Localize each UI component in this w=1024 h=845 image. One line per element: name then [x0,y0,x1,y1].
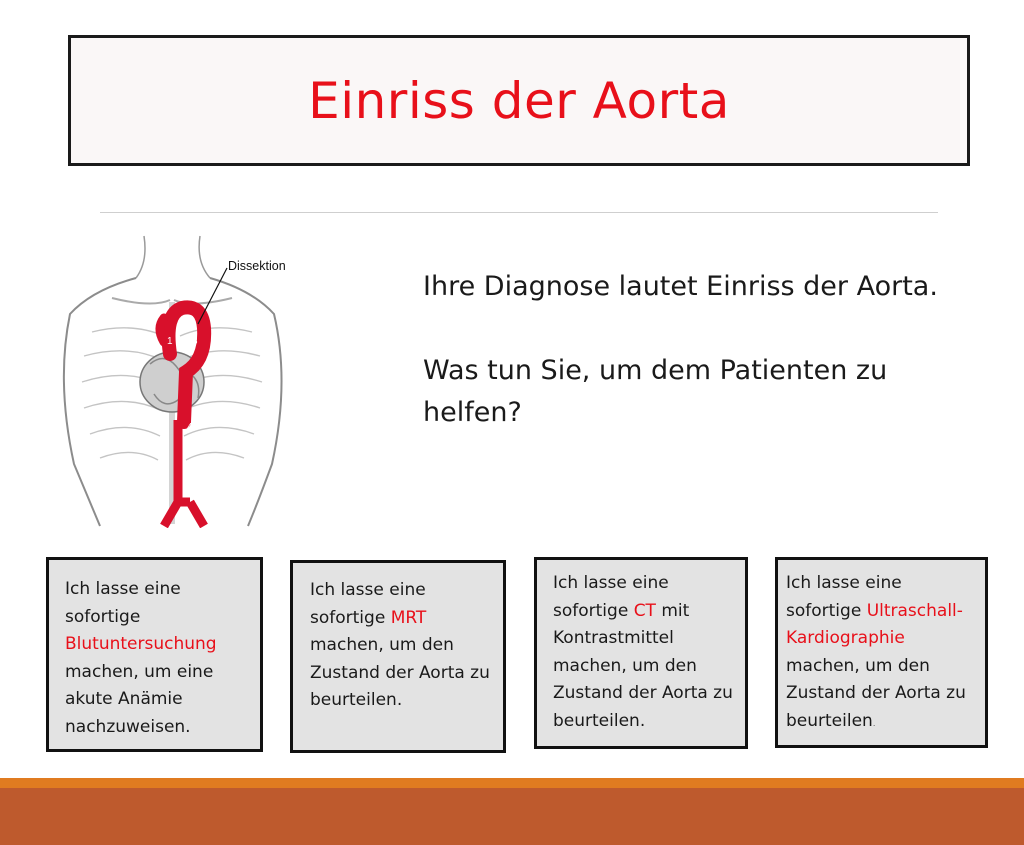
callout-label: Dissektion [228,259,286,273]
aorta-dissection-illustration [52,232,312,528]
marker-3: 3 [192,336,198,347]
diagnosis-statement: Ihre Diagnose lautet Einriss der Aorta. [423,271,938,302]
callout-line [198,268,227,324]
page-title: Einriss der Aorta [308,71,730,130]
option-highlight: CT [633,600,656,621]
answer-option-ultrasound[interactable]: Ich lasse eine sofortige Ultraschall-Kardiographie machen, um den Zustand der Aorta zu beurteilen. [775,557,988,748]
option-highlight: Blutuntersuchung [65,634,217,654]
footer-accent-line [0,778,1024,788]
branch-vessel [160,318,164,342]
neck-outline [136,236,210,278]
answer-option-ct[interactable]: Ich lasse eine sofortige CT mit Kontrastmittel machen, um den Zustand der Aorta zu beurteilen. [534,557,748,749]
option-highlight: Ultraschall-Kardiographie [786,600,963,648]
answer-option-blood-test[interactable]: Ich lasse eine sofortige Blutuntersuchung machen, um eine akute Anämie nachzuweisen. [46,557,263,752]
marker-4: 4 [187,422,193,433]
diagnosis-question [423,266,963,434]
marker-2: 2 [179,323,185,334]
answer-option-mrt[interactable]: Ich lasse eine sofortige MRT machen, um den Zustand der Aorta zu beurteilen. [290,560,506,753]
option-highlight: MRT [390,607,427,628]
divider [100,212,938,213]
title-box [68,35,970,166]
footer-bar [0,788,1024,845]
help-question: Was tun Sie, um dem Patienten zu helfen? [423,355,888,428]
marker-1: 1 [167,336,173,347]
